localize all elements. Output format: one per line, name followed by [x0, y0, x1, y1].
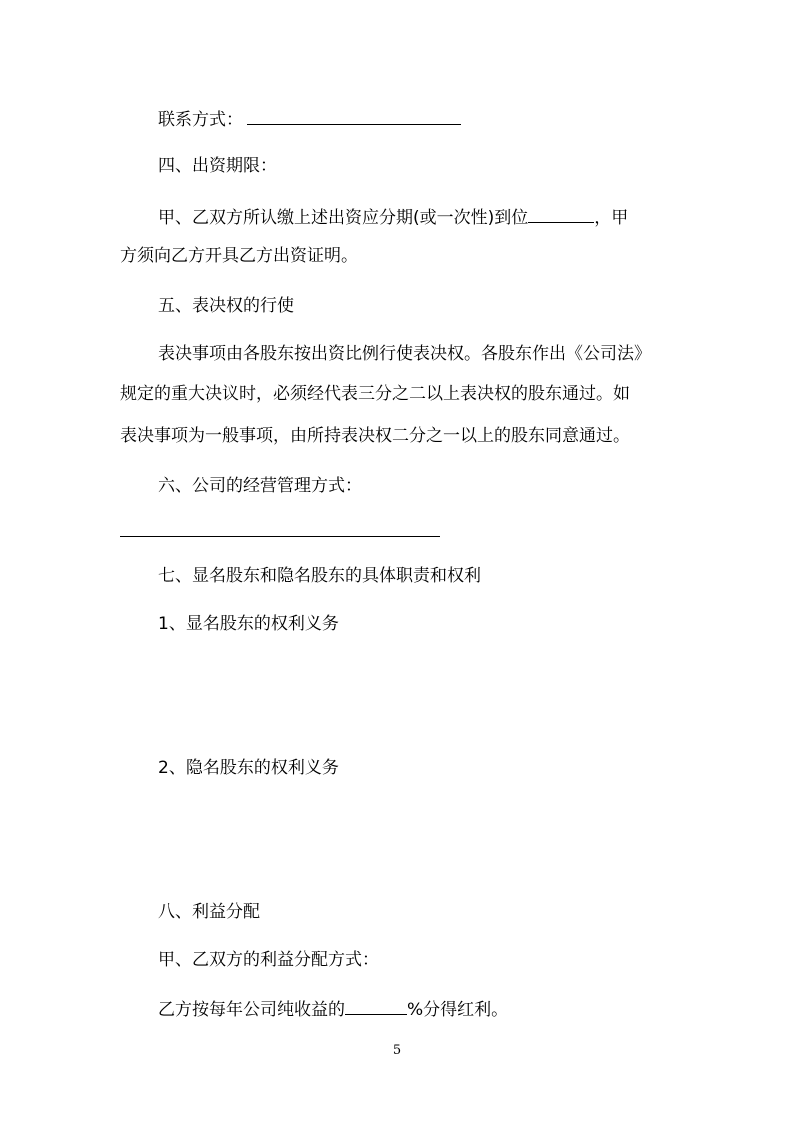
section5-line1: 表决事项由各股东按出资比例行使表决权。各股东作出《公司法》 — [158, 344, 651, 364]
section8-line2 — [158, 996, 508, 1022]
section8-line2-tail: %分得红利。 — [407, 1000, 509, 1020]
section7-item2: 2、隐名股东的权利义务 — [158, 758, 339, 778]
section7-heading: 七、显名股东和隐名股东的具体职责和权利 — [158, 566, 481, 586]
management-blank-line[interactable] — [120, 536, 440, 537]
contact-label: 联系方式： — [158, 110, 243, 130]
section5-line3: 表决事项为一般事项，由所持表决权二分之一以上的股东同意通过。 — [120, 426, 630, 446]
section5-heading: 五、表决权的行使 — [158, 296, 294, 316]
profit-percent-blank[interactable] — [345, 996, 407, 1015]
contact-blank[interactable] — [247, 106, 461, 125]
section4-line2: 方须向乙方开具乙方出资证明。 — [120, 246, 358, 266]
section4-line1-tail: ，甲 — [594, 208, 629, 228]
contact-line — [158, 106, 461, 132]
page-number: 5 — [392, 1043, 402, 1058]
section8-heading: 八、利益分配 — [158, 902, 260, 922]
section5-line2: 规定的重大决议时，必须经代表三分之二以上表决权的股东通过。如 — [120, 384, 630, 404]
section4-line1-text: 甲、乙双方所认缴上述出资应分期(或一次性)到位 — [158, 208, 529, 228]
section6-heading: 六、公司的经营管理方式： — [158, 476, 362, 496]
deadline-blank[interactable] — [528, 204, 594, 223]
section4-line1 — [158, 204, 628, 230]
section7-item1: 1、显名股东的权利义务 — [158, 614, 339, 634]
section8-line1: 甲、乙双方的利益分配方式： — [158, 950, 379, 970]
section4-heading: 四、出资期限： — [158, 156, 277, 176]
section8-line2-text: 乙方按每年公司纯收益的 — [158, 1000, 345, 1020]
